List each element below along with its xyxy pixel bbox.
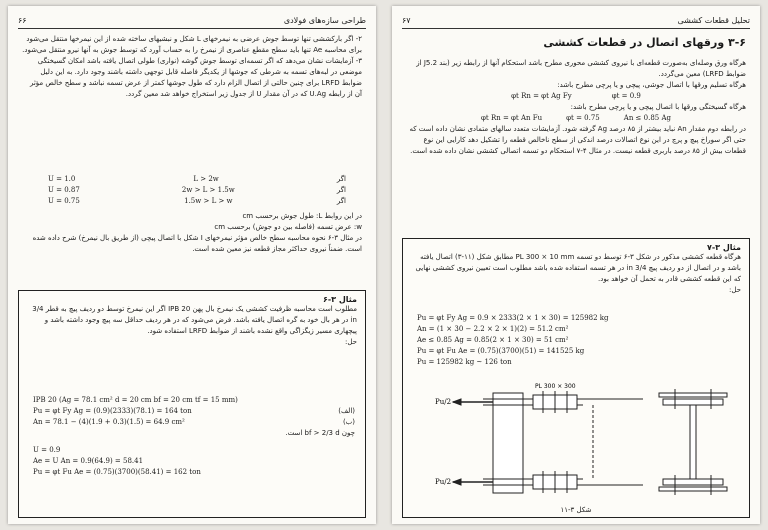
left-header-title: طراحی سازه‌های فولادی — [283, 16, 366, 25]
u-row: U = 0.87 2w > L > 1.5w اگر — [48, 186, 346, 194]
right-paragraph-1: هرگاه ورق وصله‌ای به‌صورت قطعه‌ای با نیروی کششی محوری مطرح باشد استحکام آنها از رابطه زیر (بند J5.2 از ضوابط LRFD) معین می‌گردد. — [416, 59, 746, 78]
u-row: U = 0.75 1.5w > L > w اگر — [48, 197, 346, 205]
final-line: U = 0.9 — [33, 446, 61, 454]
right-page — [392, 6, 760, 524]
section-view — [659, 389, 727, 495]
example-text: مطلوب است محاسبه ظرفیت کششی یک نیمرخ بال پهن IPB 20 اگر این نیمرخ توسط دو ردیف پیچ به قطر 3/4 in در هر بال خود به گره اتصال یافته باشد. فرض می‌شود که در هر ردیف حداقل سه پیچ وجود داشته باشد و پیچهاری مسیر زیگزاگی واقع نشده باشند از ضوابط LRFD استفاده شود. — [32, 305, 357, 335]
load-label-bottom: Pu/2 — [435, 478, 452, 486]
note-line: در این روابط L: طول جوش برحسب cm — [242, 212, 362, 220]
example-title: مثال ۳-۷ — [706, 243, 741, 252]
calc-line: Pu = φt Fu Ae = (0.75)(3700)(51) = 141525 kg — [417, 347, 585, 355]
load-label-top: Pu/2 — [435, 398, 452, 406]
right-body — [406, 58, 746, 157]
calc-row: An = 78.1 − (4)(1.9 + 0.3)(1.5) = 64.9 cm² (ب) — [33, 418, 355, 426]
equation-1: φt = 0.9 φt Rn = φt Ag Fy — [511, 92, 641, 100]
right-header — [402, 14, 750, 29]
final-line: Ae = U An = 0.9(64.9) = 58.41 — [33, 457, 144, 465]
right-page-number: ۶۷ — [402, 16, 411, 25]
left-notes — [22, 211, 362, 255]
figure-caption: شکل ۳-۱۱ — [560, 506, 592, 514]
calc-line: An = (1 × 30 − 2.2 × 2 × 1)(2) = 51.2 cm² — [417, 325, 569, 333]
u-table — [48, 174, 346, 207]
profile-line: IPB 20 (Ag = 78.1 cm² d = 20 cm bf = 20 cm tf = 15 mm) — [33, 396, 238, 404]
conclusion: چون bf > 2/3 d است. — [285, 429, 355, 437]
right-paragraph-2: هرگاه تسلیم ورقها با اتصال جوشی، پیچی و یا پرچی مطرح باشد: — [557, 81, 746, 89]
example-title: مثال ۳-۶ — [322, 295, 357, 304]
section-heading — [406, 36, 746, 49]
note-line: در مثال ۳-۶ نحوه محاسبه سطح خالص مؤثر نیمرخهای I شکل با اتصال پیچی (از طریق بال نیمرخ) شرح داده شده است. ضمناً نیروی حداکثر مجاز قطعه نیز معین شده است. — [32, 234, 362, 253]
left-page — [8, 6, 376, 524]
calc-line: Pu = 125982 kg ~ 126 ton — [417, 358, 512, 366]
section-title: ۳-۶ ورقهای اتصال در قطعات کششی — [543, 36, 746, 49]
right-header-title: تحلیل قطعات کششی — [677, 16, 750, 25]
elevation-view — [453, 391, 643, 493]
left-paragraph-2: ۳- آزمایشات نشان می‌دهد که اگر تسمه‌ای توسط جوش گوشه (نواری) طولی اتصال یافته باشد امکان گسیختگی موضعی در لبه‌های تسمه به شرطی که جوشها از یکدیگر فاصله قابل توجهی داشته باشند وجود دارد. به این دلیل ضوابط LRFD برای چنین حالتی از اتصال الزام دارد که طول جوشها کمتر از عرض تسمه نباشد و سطح خالص مؤثر آن از رابطه U.Ag که در آن مقدار U از جدول زیر استخراج خواهد شد معین گردد. — [29, 57, 362, 98]
example-box-right — [402, 238, 750, 518]
right-paragraph-4: در رابطه دوم مقدار An نباید بیشتر از ۸۵ درصد Ag گرفته شود. آزمایشات متعدد سالهای متمادی نشان داده است که حتی اگر سوراخ پیچ و پرچ در این نوع اتصالات درصد اندکی از سطح ناخالص قطعه را تشکیل دهد کارایی این نوع قطعات بیش از ۸۵ درصد باربری قطعه نیست. در مثال ۴-۷ استحکام دو تسمه اتصالی کششی نشان داده شده است. — [409, 125, 746, 155]
right-paragraph-3: هرگاه گسیختگی ورقها با اتصال پیچی و یا پرچی مطرح باشد: — [570, 103, 746, 111]
equation-2: An ≤ 0.85 Ag φt = 0.75 φt Rn = φt An Fu — [481, 114, 671, 122]
u-row: U = 1.0 L > 2w اگر — [48, 175, 346, 183]
example-box-left — [18, 290, 366, 518]
left-page-number: ۶۶ — [18, 16, 27, 25]
solution-label: حل: — [345, 338, 357, 346]
connection-figure — [413, 379, 739, 511]
final-line: Pu = φt Fu Ae = (0.75)(3700)(58.41) = 162 ton — [33, 468, 201, 476]
plate-label: PL 300 × 300 — [535, 383, 576, 390]
left-paragraph-1: ۲- اگر بارکششی تنها توسط جوش عرضی به نیمرخهای L شکل و نبشیهای ساخته شده از این نیمرخها منتقل می‌شود برای محاسبه Ae تنها باید سطح مقطع عناصری از نیمرخ را به حساب آورد که توسط جوش به آنها نیرو منتقل می‌شود. — [22, 35, 362, 54]
note-line: w: عرض تسمه (فاصله بین دو جوش) برحسب cm — [214, 223, 362, 231]
example-calc — [33, 395, 355, 478]
example-text: هرگاه قطعه کششی مذکور در شکل ۳-۶ توسط دو تسمه PL 300 × 10 mm مطابق شکل (۱۱-۳) اتصال یافته باشد و در اتصال از دو ردیف پیچ 3/4 in در هر تسمه استفاده شده باشد مطلوب است تعیین نیروی کششی نهایی که این قطعه کششی قادر به تحمل آن خواهد بود. — [415, 253, 741, 283]
calc-row: Pu = φt Fy Ag = (0.9)(2333)(78.1) = 164 ton (الف) — [33, 407, 355, 415]
solution-label: حل: — [729, 286, 741, 294]
left-header — [18, 14, 366, 29]
example-calc — [417, 313, 735, 368]
calc-line: Ae ≤ 0.85 Ag = 0.85(2 × 1 × 30) = 51 cm² — [417, 336, 569, 344]
left-body — [22, 34, 362, 100]
calc-line: Pu = φt Fy Ag = 0.9 × 2333(2 × 1 × 30) = 125982 kg — [417, 314, 609, 322]
